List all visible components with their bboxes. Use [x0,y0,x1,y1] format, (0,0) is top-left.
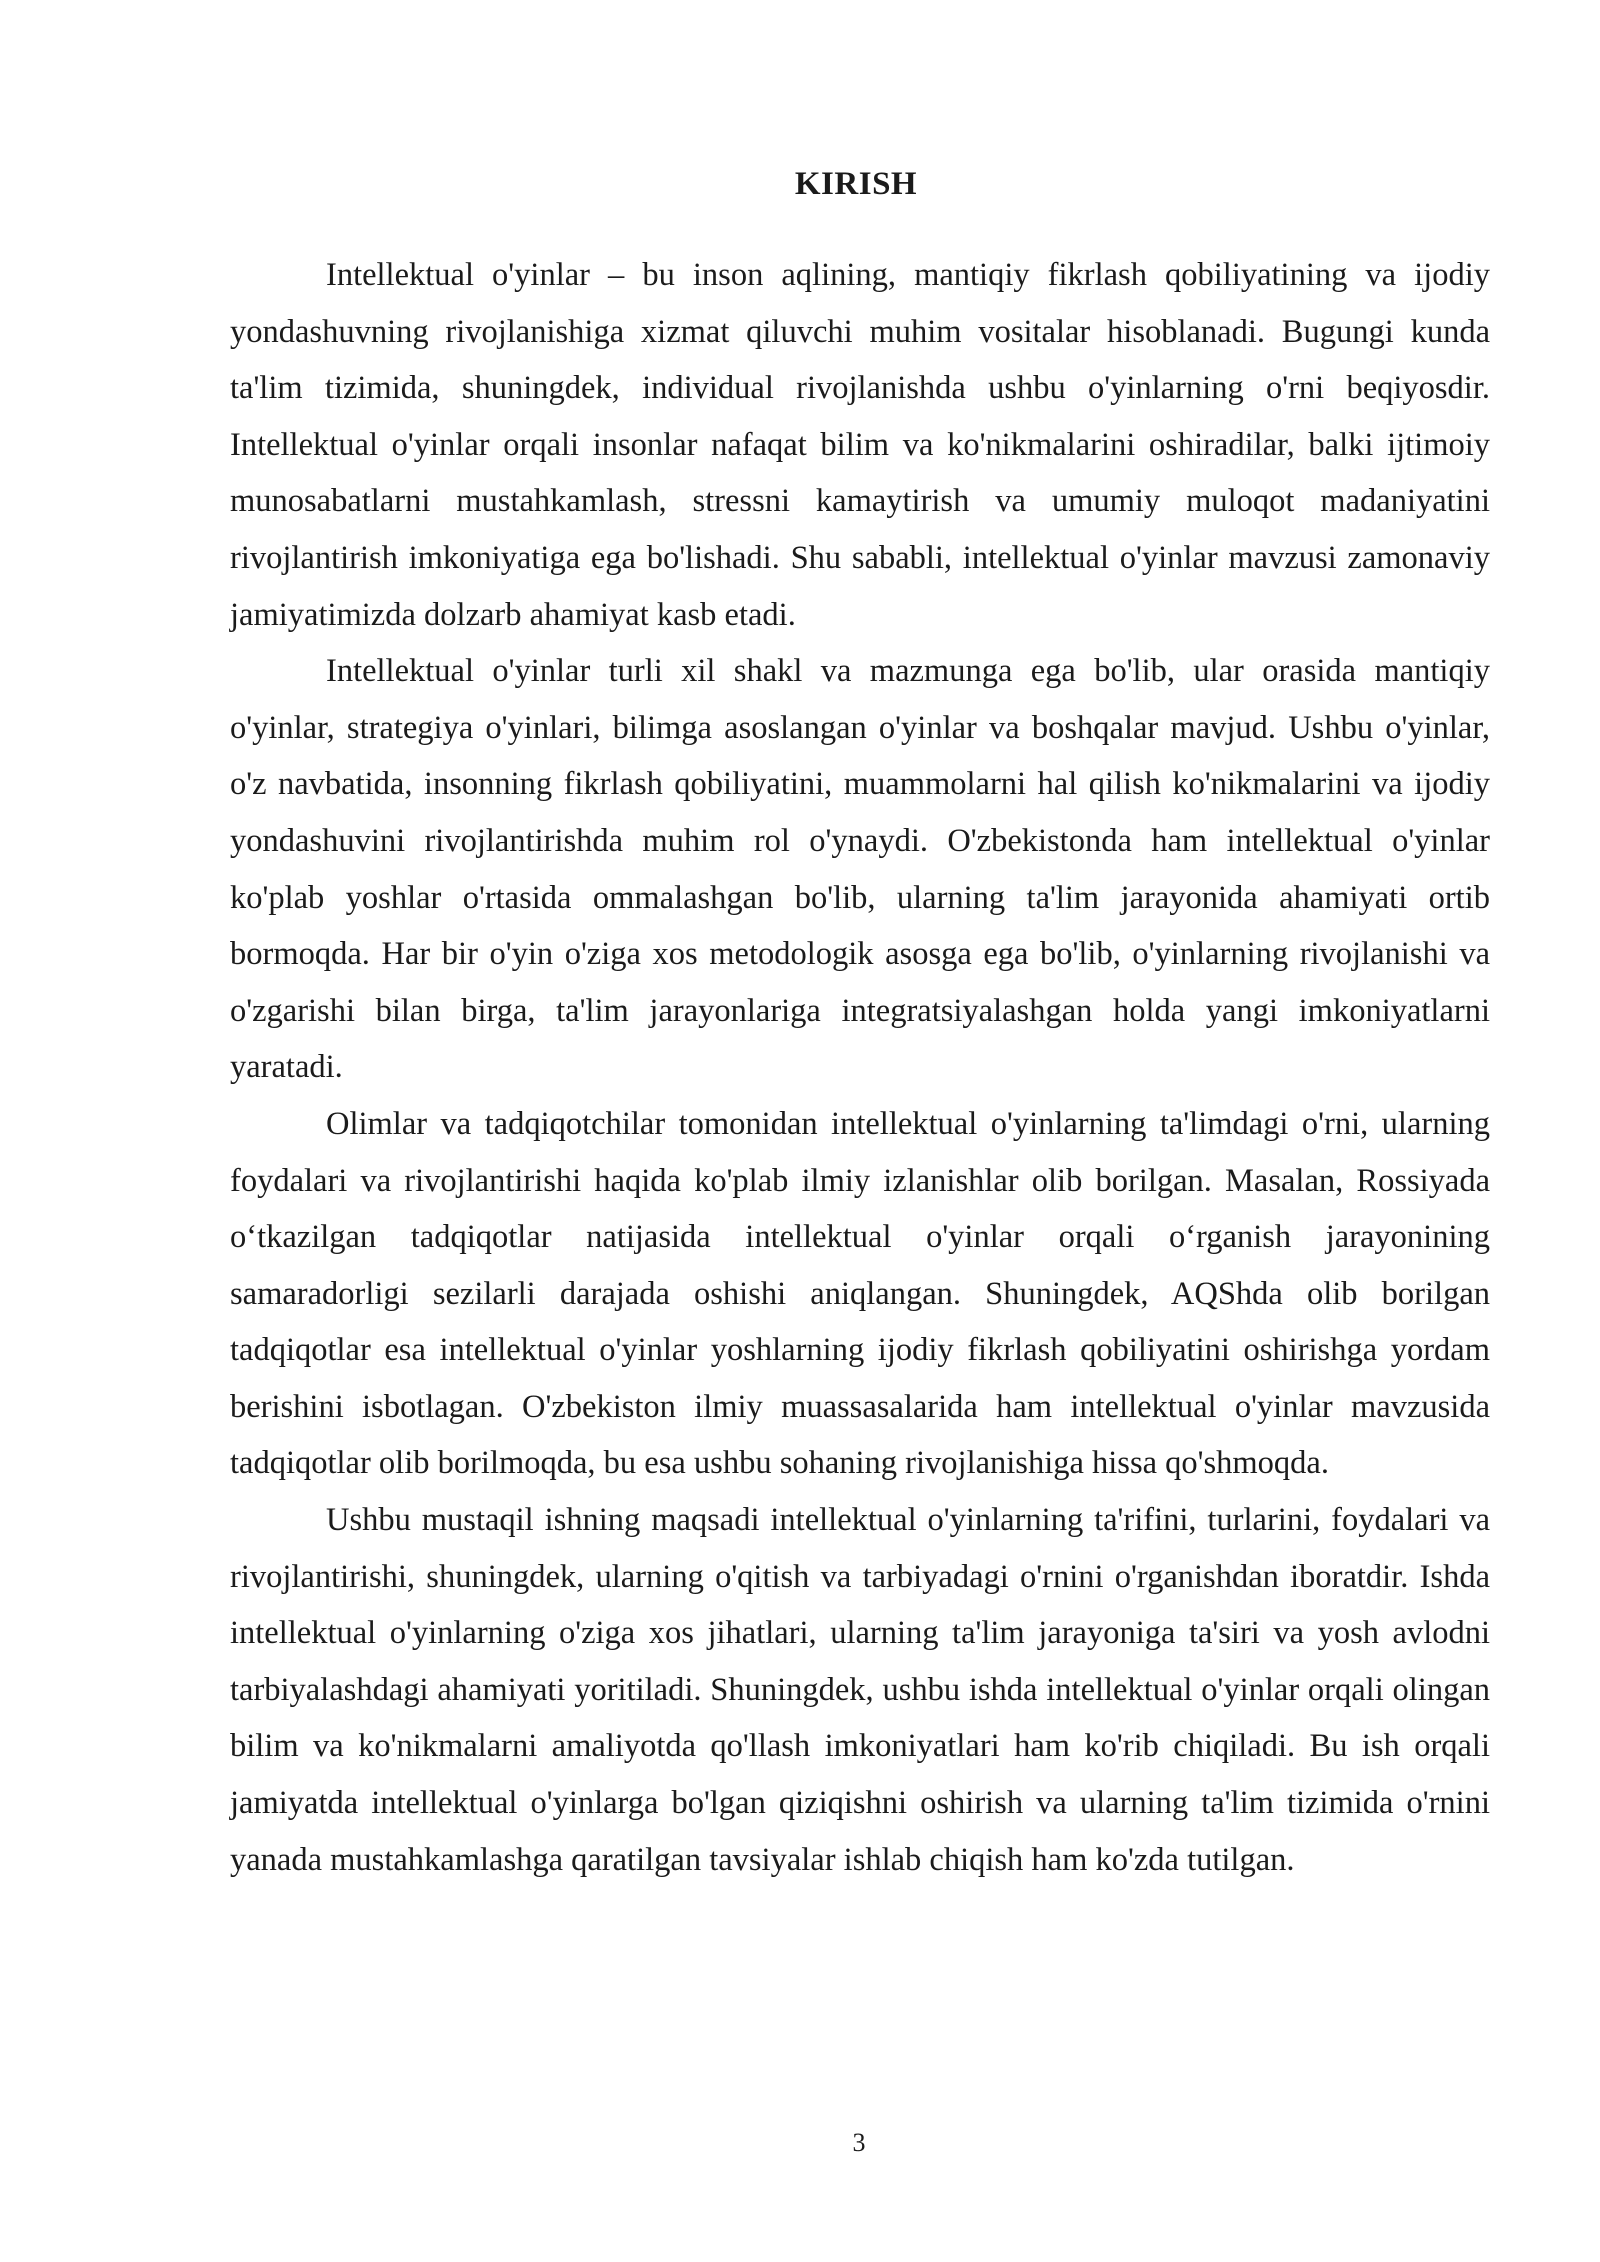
body-text [230,247,1490,1888]
paragraph-3: Olimlar va tadqiqotchilar tomonidan intellektual o'yinlarning ta'limdagi o'rni, ularning foydalari va rivojlantirishi haqida ko'plab ilmiy izlanishlar olib borilgan. Masalan, Rossiyada o‘tkazilgan tadqiqotlar natijasida intellektual o'yinlar orqali o‘rganish jarayonining samaradorligi sezilarli darajada oshishi aniqlangan. Shuningdek, AQShda olib borilgan tadqiqotlar esa intellektual o'yinlar yoshlarning ijodiy fikrlash qobiliyatini oshirishga yordam berishini isbotlagan. O'zbekiston ilmiy muassasalarida ham intellektual o'yinlar mavzusida tadqiqotlar olib borilmoqda, bu esa ushbu sohaning rivojlanishiga hissa qo'shmoqda. [230,1105,1490,1482]
paragraph-4: Ushbu mustaqil ishning maqsadi intellektual o'yinlarning ta'rifini, turlarini, foydalari va rivojlantirishi, shuningdek, ularning o'qitish va tarbiyadagi o'rnini o'rganishdan iboratdir. Ishda intellektual o'yinlarning o'ziga xos jihatlari, ularning ta'lim jarayoniga ta'siri va yosh avlodni tarbiyalashdagi ahamiyati yoritiladi. Shuningdek, ushbu ishda intellektual o'yinlar orqali olingan bilim va ko'nikmalarni amaliyotda qo'llash imkoniyatlari ham ko'rib chiqiladi. Bu ish orqali jamiyatda intellektual o'yinlarga bo'lgan qiziqishni oshirish va ularning ta'lim tizimida o'rnini yanada mustahkamlashga qaratilgan tavsiyalar ishlab chiqish ham ko'zda tutilgan. [230,1502,1490,1878]
page-number: 3 [852,2128,866,2157]
paragraph-2: Intellektual o'yinlar turli xil shakl va mazmunga ega bo'lib, ular orasida mantiqiy o'yinlar, strategiya o'yinlari, bilimga asoslangan o'yinlar va boshqalar mavjud. Ushbu o'yinlar, o'z navbatida, insonning fikrlash qobiliyatini, muammolarni hal qilish ko'nikmalarini va ijodiy yondashuvini rivojlantirishda muhim rol o'ynaydi. O'zbekistonda ham intellektual o'yinlar ko'plab yoshlar o'rtasida ommalashgan bo'lib, ularning ta'lim jarayonida ahamiyati ortib bormoqda. Har bir o'yin o'ziga xos metodologik asosga ega bo'lib, o'yinlarning rivojlanishi va o'zgarishi bilan birga, ta'lim jarayonlariga integratsiyalashgan holda yangi imkoniyatlarni yaratadi. [230,653,1490,1086]
section-title: KIRISH [794,166,918,202]
paragraph-1: Intellektual o'yinlar – bu inson aqlining, mantiqiy fikrlash qobiliyatining va ijodiy yondashuvning rivojlanishiga xizmat qiluvchi muhim vositalar hisoblanadi. Bugungi kunda ta'lim tizimida, shuningdek, individual rivojlanishda ushbu o'yinlarning o'rni beqiyosdir. Intellektual o'yinlar orqali insonlar nafaqat bilim va ko'nikmalarini oshiradilar, balki ijtimoiy munosabatlarni mustahkamlash, stressni kamaytirish va umumiy muloqot madaniyatini rivojlantirish imkoniyatiga ega bo'lishadi. Shu sababli, intellektual o'yinlar mavzusi zamonaviy jamiyatimizda dolzarb ahamiyat kasb etadi. [230,257,1490,633]
